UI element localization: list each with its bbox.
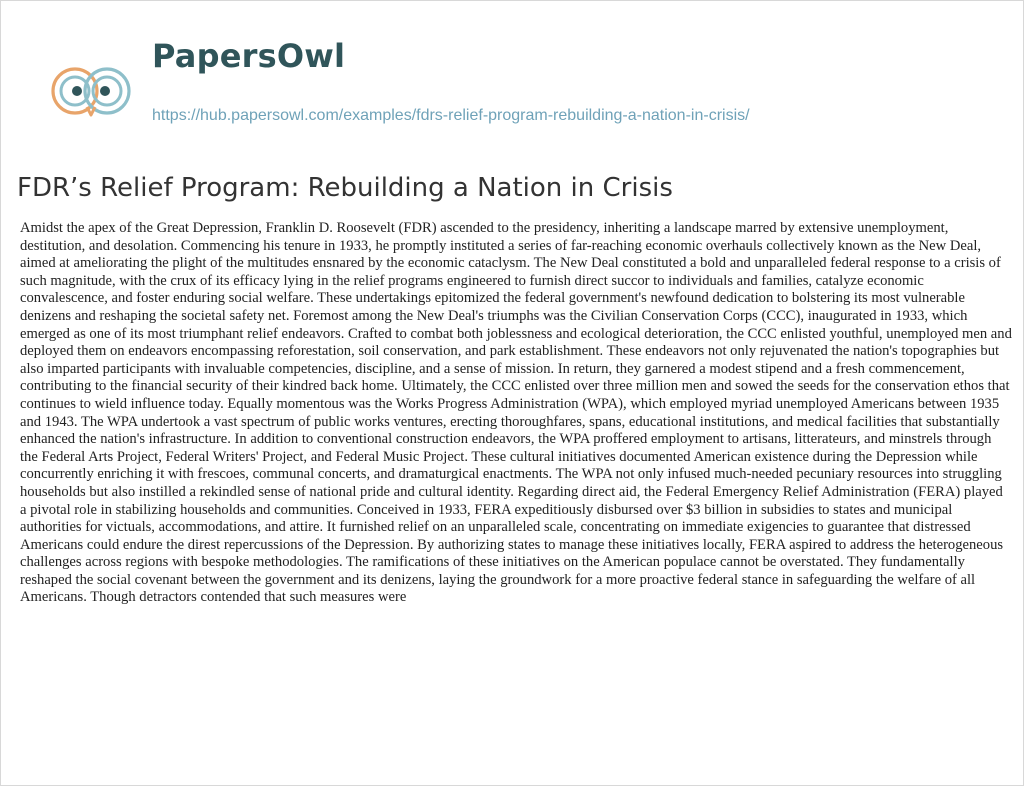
essay-body: Amidst the apex of the Great Depression, Franklin D. Roosevelt (FDR) ascended to the presidency, inheriting a landscape marred by extensive unemployment, destitution, and desolation. Commencing his tenure in 1933, he promptly instituted a series of far-reaching economic overhauls collectively known as the New Deal, aimed at ameliorating the plight of the multitudes ensnared by the economic cataclysm. The New Deal constituted a bold and unparalleled federal response to a crisis of such magnitude, with the crux of its efficacy lying in the relief programs engineered to furnish direct succor to individuals and families, catalyze economic convalescence, and foster enduring social welfare. These undertakings epitomized the federal government's newfound dedication to bolstering its most vulnerable denizens and reshaping the societal safety net. Foremost among the New Deal's triumphs was the Civilian Conservation Corps (CCC), inaugurated in 1933, which emerged as one of its most triumphant relief endeavors. Crafted to combat both joblessness and ecological deterioration, the CCC enlisted youthful, unemployed men and deployed them on endeavors encompassing reforestation, soil conservation, and park establishment. These endeavors not only rejuvenated the nation's topographies but also imparted participants with invaluable competencies, discipline, and a sense of mission. In return, they garnered a modest stipend and a fresh commencement, contributing to the financial security of their kindred back home. Ultimately, the CCC enlisted over three million men and sowed the seeds for the conservation ethos that continues to wield influence today. Equally momentous was the Works Progress Administration (WPA), which employed myriad unemployed Americans between 1935 and 1943. The WPA undertook a vast spectrum of public works ventures, erecting thoroughfares, spans, educational institutions, and medical facilities that substantially enhanced the nation's infrastructure. In addition to conventional construction endeavors, the WPA proffered employment to artisans, litterateurs, and minstrels through the Federal Arts Project, Federal Writers' Project, and Federal Music Project. These cultural initiatives documented American existence during the Depression while concurrently enriching it with frescoes, communal concerts, and dramaturgical enactments. The WPA not only infused much-needed pecuniary resources into struggling households but also instilled a rekindled sense of national pride and cultural identity. Regarding direct aid, the Federal Emergency Relief Administration (FERA) played a pivotal role in stabilizing households and communities. Conceived in 1933, FERA expeditiously disbursed over $3 billion in subsidies to states and municipal authorities for victuals, accommodations, and attire. It furnished relief on an unparalleled scale, concentrating on immediate exigencies to guarantee that distressed Americans could endure the direst repercussions of the Depression. By authorizing states to manage these initiatives locally, FERA aspired to address the heterogeneous challenges across regions with bespoke methodologies. The ramifications of these initiatives on the American populace cannot be overstated. They fundamentally reshaped the social covenant between the government and its denizens, laying the groundwork for a more proactive federal stance in safeguarding the welfare of all Americans. Though detractors contended that such measures were xyxy=(20,220,1012,606)
site-header xyxy=(49,37,989,137)
brand-name: PapersOwl xyxy=(152,37,346,75)
owl-eyes-icon xyxy=(49,49,133,133)
source-url-link[interactable]: https://hub.papersowl.com/examples/fdrs-relief-program-rebuilding-a-nation-in-crisis/ xyxy=(152,107,750,124)
page-title: FDR’s Relief Program: Rebuilding a Nation in Crisis xyxy=(17,173,673,203)
